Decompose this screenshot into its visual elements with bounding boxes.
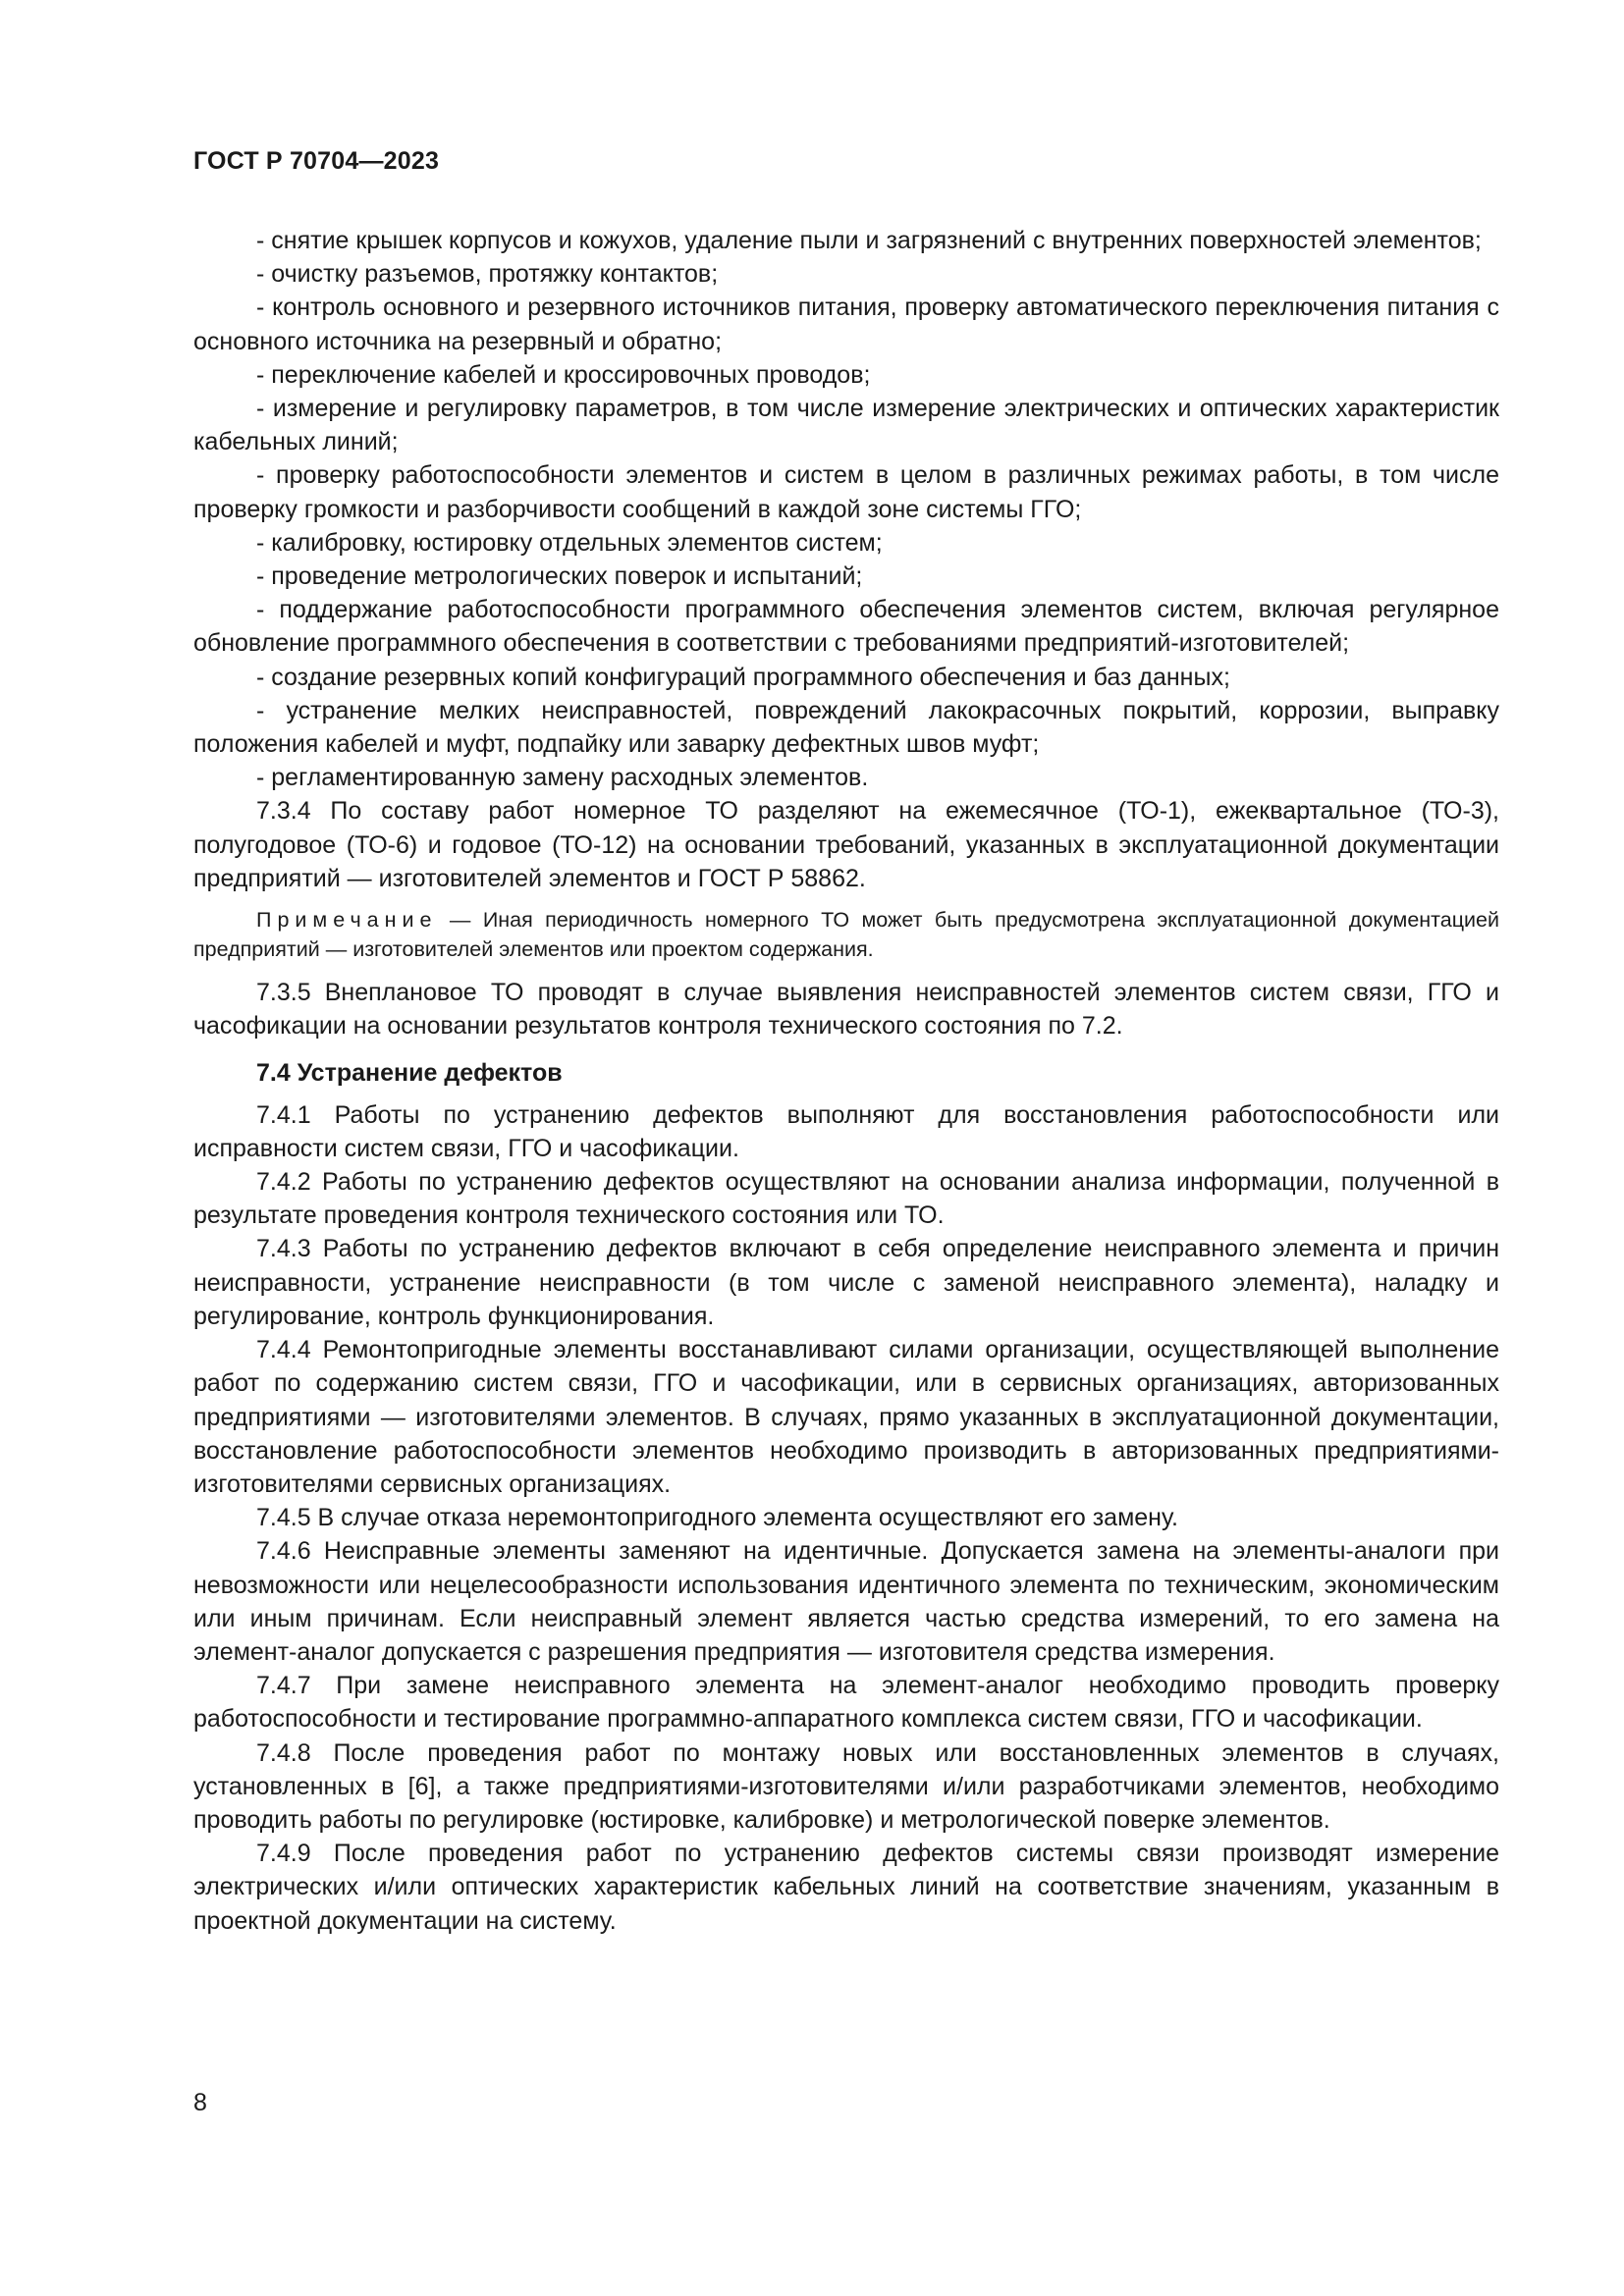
list-item: - переключение кабелей и кроссировочных проводов; (256, 360, 871, 389)
list-item: - регламентированную замену расходных элементов. (256, 764, 869, 792)
list-item: - очистку разъемов, протяжку контактов; (256, 260, 719, 289)
list-item: - контроль основного и резервного источников питания, проверку автоматического переключения питания с основного источника на резервный и обратно; (193, 294, 1499, 355)
list-item: - калибровку, юстировку отдельных элементов систем; (256, 528, 883, 557)
section-title: 7.4 Устранение дефектов (256, 1059, 563, 1088)
clause-7-4-4: 7.4.4 Ремонтопригодные элементы восстанавливают силами организации, осуществляющей выполнение работ по содержанию систем связи, ГГО и часофикации, или в сервисных организациях, авторизованных предприятиями — изготовителями элементов. В случаях, прямо указанных в эксплуатационной документации, восстановление работоспособности элементов необходимо производить в авторизованных предприятиями-изготовителями сервисных организациях. (193, 1336, 1499, 1498)
clause-7-4-6: 7.4.6 Неисправные элементы заменяют на идентичные. Допускается замена на элементы-аналоги при невозможности или нецелесообразности использования идентичного элемента по техническим, экономическим или иным причинам. Если неисправный элемент является частью средства измерений, то его замена на элемент-аналог допускается с разрешения предприятия — изготовителя средства измерения. (193, 1537, 1499, 1666)
clause-7-4-9: 7.4.9 После проведения работ по устранению дефектов системы связи производят измерение электрических и/или оптических характеристик кабельных линий на соответствие значениям, указанным в проектной документации на систему. (193, 1840, 1499, 1935)
list-item: - создание резервных копий конфигураций программного обеспечения и баз данных; (256, 663, 1230, 691)
note-text: — Иная периодичность номерного ТО может быть предусмотрена эксплуатационной документацией предприятий — изготовителей элементов или проектом содержания. (193, 908, 1499, 962)
clause-7-4-1: 7.4.1 Работы по устранению дефектов выполняют для восстановления работоспособности или исправности систем связи, ГГО и часофикации. (193, 1100, 1499, 1162)
page-number: 8 (193, 2089, 207, 2116)
list-item: - проведение метрологических поверок и испытаний; (256, 562, 863, 591)
clause-7-3-4: 7.3.4 По составу работ номерное ТО разделяют на ежемесячное (ТО-1), ежеквартальное (ТО-3), полугодовое (ТО-6) и годовое (ТО-12) на основании требований, указанных в эксплуатационной документации предприятий — изготовителей элементов и ГОСТ Р 58862. (193, 797, 1499, 892)
list-item: - устранение мелких неисправностей, повреждений лакокрасочных покрытий, коррозии, выправку положения кабелей и муфт, подпайку или заварку дефектных швов муфт; (193, 696, 1499, 759)
document-body (193, 224, 1499, 1938)
list-item: - снятие крышек корпусов и кожухов, удаление пыли и загрязнений с внутренних поверхностей элементов; (256, 227, 1482, 254)
note (193, 905, 1499, 964)
clause-7-4-3: 7.4.3 Работы по устранению дефектов включают в себя определение неисправного элемента и причин неисправности, устранение неисправности (в том числе с заменой неисправного элемента), наладку и регулирование, контроль функционирования. (193, 1235, 1499, 1330)
clause-7-4-5: 7.4.5 В случае отказа неремонтопригодного элемента осуществляют его замену. (256, 1504, 1178, 1532)
clause-7-3-5: 7.3.5 Внеплановое ТО проводят в случае выявления неисправностей элементов систем связи, ГГО и часофикации на основании результатов контроля технического состояния по 7.2. (193, 979, 1499, 1041)
clause-7-4-7: 7.4.7 При замене неисправного элемента на элемент-аналог необходимо проводить проверку работоспособности и тестирование программно-аппаратного комплекса систем связи, ГГО и часофикации. (193, 1672, 1499, 1734)
clause-7-4-2: 7.4.2 Работы по устранению дефектов осуществляют на основании анализа информации, полученной в результате проведения контроля технического состояния или ТО. (193, 1168, 1499, 1230)
clause-7-4-8: 7.4.8 После проведения работ по монтажу новых или восстановленных элементов в случаях, установленных в [6], а также предприятиями-изготовителями и/или разработчиками элементов, необходимо проводить работы по регулировке (юстировке, калибровке) и метрологической поверке элементов. (193, 1738, 1499, 1834)
list-item: - измерение и регулировку параметров, в том числе измерение электрических и оптических характеристик кабельных линий; (193, 395, 1499, 456)
list-item: - поддержание работоспособности программного обеспечения элементов систем, включая регулярное обновление программного обеспечения в соответствии с требованиями предприятий-изготовителей; (193, 596, 1499, 658)
document-header: ГОСТ Р 70704—2023 (193, 147, 440, 175)
note-label: Примечание (256, 908, 438, 933)
list-item: - проверку работоспособности элементов и систем в целом в различных режимах работы, в том числе проверку громкости и разборчивости сообщений в каждой зоне системы ГГО; (193, 461, 1499, 523)
